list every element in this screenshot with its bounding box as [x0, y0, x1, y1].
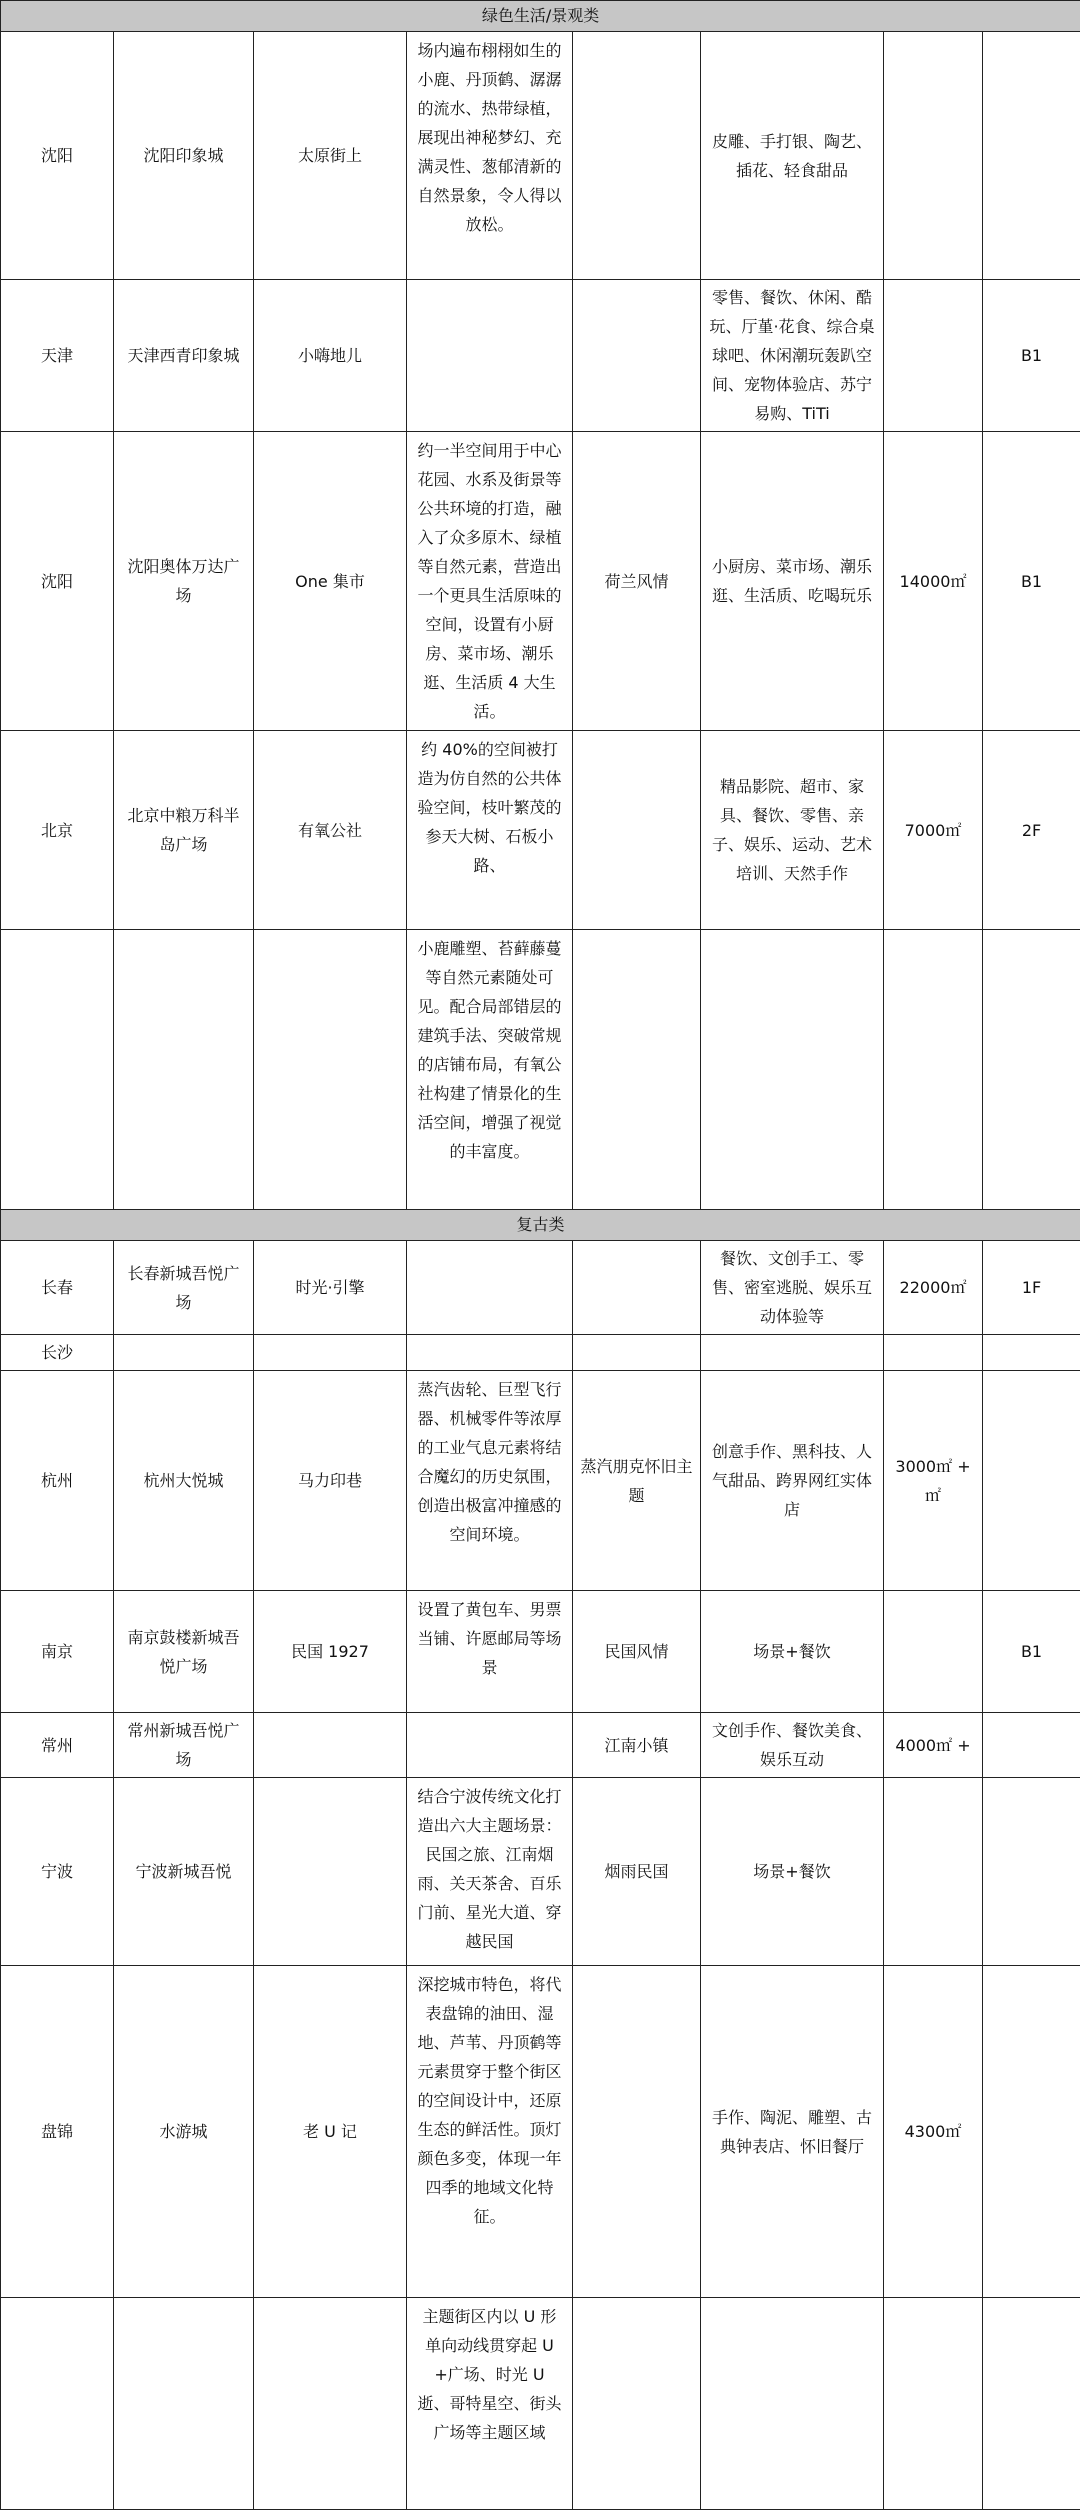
- area-cell: 7000㎡: [884, 731, 983, 930]
- table-row: [1, 1241, 1080, 1335]
- desc-cell: 主题街区内以 U 形单向动线贯穿起 U+广场、时光 U 逝、哥特星空、街头广场等主题区域: [407, 2298, 573, 2510]
- table-row: [1, 930, 1080, 1210]
- space-cell: 太原街上: [254, 32, 407, 280]
- project-cell: [114, 930, 254, 1210]
- floor-cell: [983, 1966, 1080, 2298]
- floor-cell: [983, 1713, 1080, 1778]
- city-cell: 沈阳: [1, 32, 114, 280]
- table-row: [1, 1335, 1080, 1371]
- project-cell: 宁波新城吾悦: [114, 1778, 254, 1966]
- desc-cell: 约 40%的空间被打造为仿自然的公共体验空间，枝叶繁茂的参天大树、石板小路、: [407, 731, 573, 930]
- business-cell: 创意手作、黑科技、人气甜品、跨界网红实体店: [701, 1371, 884, 1591]
- desc-cell: [407, 1713, 573, 1778]
- floor-cell: B1: [983, 432, 1080, 731]
- desc-cell: [407, 1241, 573, 1335]
- floor-cell: [983, 32, 1080, 280]
- floor-cell: [983, 1371, 1080, 1591]
- city-cell: 杭州: [1, 1371, 114, 1591]
- city-cell: 天津: [1, 280, 114, 432]
- floor-cell: [983, 1778, 1080, 1966]
- city-cell: 沈阳: [1, 432, 114, 731]
- business-cell: 精品影院、超市、家具、餐饮、零售、亲子、娱乐、运动、艺术培训、天然手作: [701, 731, 884, 930]
- desc-cell: 场内遍布栩栩如生的小鹿、丹顶鹤、潺潺的流水、热带绿植，展现出神秘梦幻、充满灵性、葱郁清新的自然景象，令人得以放松。: [407, 32, 573, 280]
- desc-cell: [407, 1335, 573, 1371]
- city-cell: [1, 2298, 114, 2510]
- theme-cell: [573, 1966, 701, 2298]
- floor-cell: [983, 2298, 1080, 2510]
- theme-cell: [573, 731, 701, 930]
- business-cell: 场景+餐饮: [701, 1591, 884, 1713]
- floor-cell: [983, 1335, 1080, 1371]
- theme-cell: [573, 930, 701, 1210]
- city-cell: 南京: [1, 1591, 114, 1713]
- business-cell: [701, 1335, 884, 1371]
- table-row: [1, 1591, 1080, 1713]
- space-cell: [254, 1713, 407, 1778]
- city-cell: 盘锦: [1, 1966, 114, 2298]
- space-cell: [254, 1335, 407, 1371]
- table-row: [1, 731, 1080, 930]
- theme-cell: [573, 1241, 701, 1335]
- project-cell: 水游城: [114, 1966, 254, 2298]
- theme-cell: [573, 280, 701, 432]
- theme-cell: [573, 2298, 701, 2510]
- business-cell: 手作、陶泥、雕塑、古典钟表店、怀旧餐厅: [701, 1966, 884, 2298]
- area-cell: 4000㎡ +: [884, 1713, 983, 1778]
- space-cell: 有氧公社: [254, 731, 407, 930]
- space-cell: 小嗨地儿: [254, 280, 407, 432]
- theme-cell: 江南小镇: [573, 1713, 701, 1778]
- project-cell: 杭州大悦城: [114, 1371, 254, 1591]
- project-cell: 沈阳印象城: [114, 32, 254, 280]
- desc-cell: 约一半空间用于中心花园、水系及街景等公共环境的打造，融入了众多原木、绿植等自然元素，营造出一个更具生活原味的空间，设置有小厨房、菜市场、潮乐逛、生活质 4 大生活。: [407, 432, 573, 731]
- city-cell: 长春: [1, 1241, 114, 1335]
- project-cell: 南京鼓楼新城吾悦广场: [114, 1591, 254, 1713]
- project-cell: [114, 2298, 254, 2510]
- theme-cell: 荷兰风情: [573, 432, 701, 731]
- area-cell: 3000㎡ + ㎡: [884, 1371, 983, 1591]
- business-cell: [701, 930, 884, 1210]
- desc-cell: [407, 280, 573, 432]
- space-cell: 时光·引擎: [254, 1241, 407, 1335]
- floor-cell: B1: [983, 1591, 1080, 1713]
- business-cell: 场景+餐饮: [701, 1778, 884, 1966]
- area-cell: [884, 930, 983, 1210]
- area-cell: 4300㎡: [884, 1966, 983, 2298]
- business-cell: 小厨房、菜市场、潮乐逛、生活质、吃喝玩乐: [701, 432, 884, 731]
- table-row: [1, 1966, 1080, 2298]
- area-cell: 22000㎡: [884, 1241, 983, 1335]
- project-cell: 常州新城吾悦广场: [114, 1713, 254, 1778]
- city-cell: 常州: [1, 1713, 114, 1778]
- area-cell: [884, 2298, 983, 2510]
- city-cell: 北京: [1, 731, 114, 930]
- theme-cell: 民国风情: [573, 1591, 701, 1713]
- space-cell: 老 U 记: [254, 1966, 407, 2298]
- desc-cell: 设置了黄包车、男票当铺、许愿邮局等场景: [407, 1591, 573, 1713]
- floor-cell: B1: [983, 280, 1080, 432]
- table-row: [1, 1778, 1080, 1966]
- table-row: [1, 32, 1080, 280]
- floor-cell: 2F: [983, 731, 1080, 930]
- space-cell: One 集市: [254, 432, 407, 731]
- project-cell: 北京中粮万科半岛广场: [114, 731, 254, 930]
- theme-cell: [573, 32, 701, 280]
- section-title: 绿色生活/景观类: [1, 1, 1080, 32]
- area-cell: [884, 1778, 983, 1966]
- table-row: [1, 1713, 1080, 1778]
- city-cell: 长沙: [1, 1335, 114, 1371]
- floor-cell: 1F: [983, 1241, 1080, 1335]
- space-cell: 马力印巷: [254, 1371, 407, 1591]
- table-row: [1, 1371, 1080, 1591]
- desc-cell: 深挖城市特色，将代表盘锦的油田、湿地、芦苇、丹顶鹤等元素贯穿于整个街区的空间设计中，还原生态的鲜活性。顶灯颜色多变，体现一年四季的地域文化特征。: [407, 1966, 573, 2298]
- theme-cell: 烟雨民国: [573, 1778, 701, 1966]
- city-cell: [1, 930, 114, 1210]
- city-cell: 宁波: [1, 1778, 114, 1966]
- theme-cell: [573, 1335, 701, 1371]
- section-header-row: [1, 1210, 1080, 1241]
- space-cell: [254, 1778, 407, 1966]
- section-header-row: [1, 1, 1080, 32]
- project-cell: 天津西青印象城: [114, 280, 254, 432]
- area-cell: [884, 32, 983, 280]
- area-cell: 14000㎡: [884, 432, 983, 731]
- business-cell: [701, 2298, 884, 2510]
- business-cell: 皮雕、手打银、陶艺、插花、轻食甜品: [701, 32, 884, 280]
- desc-cell: 结合宁波传统文化打造出六大主题场景：民国之旅、江南烟雨、关天茶舍、百乐门前、星光大道、穿越民国: [407, 1778, 573, 1966]
- business-cell: 文创手作、餐饮美食、娱乐互动: [701, 1713, 884, 1778]
- desc-cell: 蒸汽齿轮、巨型飞行器、机械零件等浓厚的工业气息元素将结合魔幻的历史氛围，创造出极富冲撞感的空间环境。: [407, 1371, 573, 1591]
- table-row: [1, 2298, 1080, 2510]
- space-cell: [254, 2298, 407, 2510]
- area-cell: [884, 280, 983, 432]
- section-title: 复古类: [1, 1210, 1080, 1241]
- space-cell: [254, 930, 407, 1210]
- desc-cell: 小鹿雕塑、苔藓藤蔓等自然元素随处可见。配合局部错层的建筑手法、突破常规的店铺布局，有氧公社构建了情景化的生活空间，增强了视觉的丰富度。: [407, 930, 573, 1210]
- project-cell: 沈阳奥体万达广场: [114, 432, 254, 731]
- theme-cell: 蒸汽朋克怀旧主题: [573, 1371, 701, 1591]
- area-cell: [884, 1335, 983, 1371]
- table-row: [1, 280, 1080, 432]
- table-row: [1, 432, 1080, 731]
- floor-cell: [983, 930, 1080, 1210]
- project-cell: [114, 1335, 254, 1371]
- business-cell: 餐饮、文创手工、零售、密室逃脱、娱乐互动体验等: [701, 1241, 884, 1335]
- area-cell: [884, 1591, 983, 1713]
- business-cell: 零售、餐饮、休闲、酷玩、厅堇·花食、综合桌球吧、休闲潮玩轰趴空间、宠物体验店、苏宁易购、TiTi: [701, 280, 884, 432]
- space-cell: 民国 1927: [254, 1591, 407, 1713]
- project-cell: 长春新城吾悦广场: [114, 1241, 254, 1335]
